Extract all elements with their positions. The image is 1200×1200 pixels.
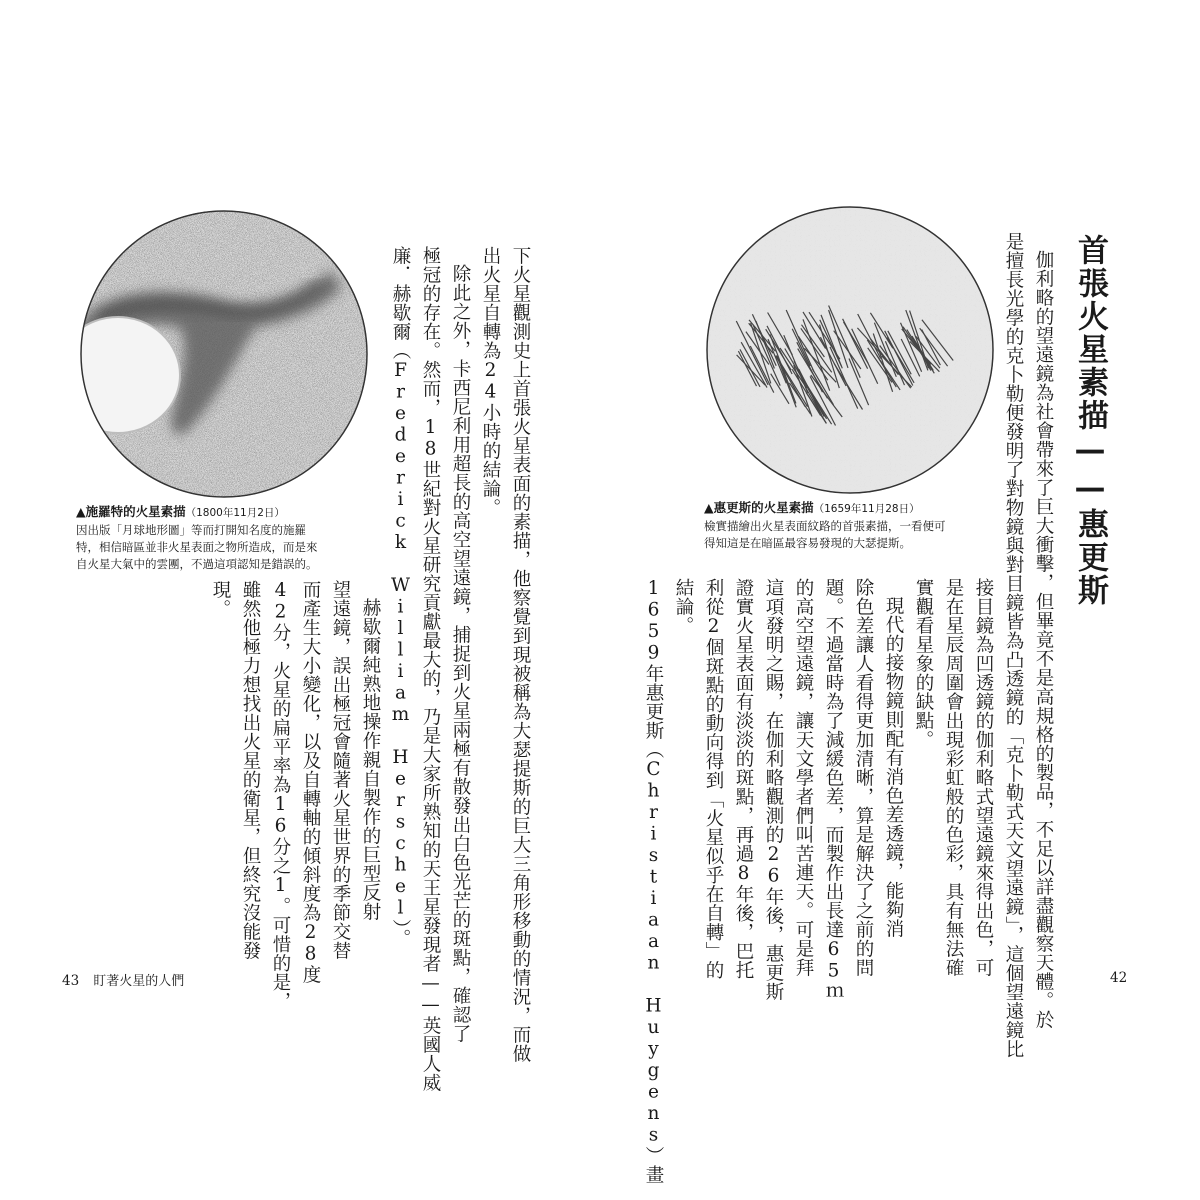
body-column: 現代的接物鏡則配有消色差透鏡，能夠消 bbox=[883, 596, 904, 938]
body-column: 下火星觀測史上首張火星表面的素描，他察覺到現被稱為大瑟提斯的巨大三角形移動的情況，而做 bbox=[510, 246, 531, 1063]
body-column: 雖然他極力想找出火星的衛星，但終究沒能發 bbox=[240, 580, 261, 960]
caption-title: ▲惠更斯的火星素描 bbox=[704, 500, 814, 515]
body-column: 極冠的存在。然而，18世紀對火星研究貢獻最大的，乃是大家所熟知的天王星發現者——英國人威 bbox=[420, 246, 441, 1092]
body-column: 除色差讓人看得更加清晰，算是解決了之前的問 bbox=[853, 578, 874, 977]
body-column: 接目鏡為凹透鏡的伽利略式望遠鏡來得出色，可 bbox=[973, 578, 994, 977]
schroter-caption bbox=[76, 503, 318, 573]
running-head: 盯著火星的人們 bbox=[93, 974, 185, 989]
body-column: 證實火星表面有淡淡的斑點，再過8年後，巴托 bbox=[733, 578, 754, 980]
caption-date: （1800年11月2日） bbox=[185, 507, 285, 519]
body-column: 望遠鏡，誤出極冠會隨著火星世界的季節交替 bbox=[330, 580, 351, 960]
body-column: 利從2個斑點的動向得到「火星似乎在自轉」的 bbox=[703, 578, 724, 980]
body-column: 現。 bbox=[210, 580, 231, 618]
body-column: 這項發明之賜，在伽利略觀測的26年後，惠更斯 bbox=[763, 578, 784, 1001]
caption-title: ▲施羅特的火星素描 bbox=[76, 504, 186, 519]
body-column: 是在星辰周圍會出現彩虹般的色彩，具有無法確 bbox=[943, 578, 964, 977]
huygens-caption bbox=[704, 499, 946, 552]
huygens-mars-sketch bbox=[706, 206, 994, 494]
body-column: 實觀看星象的缺點。 bbox=[913, 578, 934, 749]
body-column: 是擅長光學的克卜勒便發明了對物鏡與對目鏡皆為凸透鏡的「克卜勒式天文望遠鏡」，這個望遠鏡比 bbox=[1003, 232, 1024, 1059]
caption-line: 自火星大氣中的雲團，不過這項認知是錯誤的。 bbox=[76, 557, 318, 571]
body-column: 結論。 bbox=[673, 578, 694, 635]
body-column: 出火星自轉為24小時的結論。 bbox=[480, 246, 501, 517]
body-column: 1659年惠更斯（Christiaan Huygens）畫 bbox=[643, 578, 664, 1184]
body-column: 的高空望遠鏡，讓天文學者們叫苦連天。可是拜 bbox=[793, 578, 814, 977]
body-column: 42分，火星的扁平率為16分之1。可惜的是， bbox=[270, 580, 291, 1011]
caption-line: 特，相信暗區並非火星表面之物所造成，而是來 bbox=[76, 540, 318, 554]
caption-date: （1659年11月28日） bbox=[813, 503, 920, 515]
schroter-mars-sketch bbox=[80, 210, 368, 498]
body-column: 而產生大小變化，以及自轉軸的傾斜度為28度 bbox=[300, 580, 321, 984]
body-column: 題。不過當時為了減緩色差，而製作出長達65ｍ bbox=[823, 578, 844, 1001]
body-column: 伽利略的望遠鏡為社會帶來了巨大衝擊，但畢竟不是高規格的製品，不足以詳盡觀察天體。於 bbox=[1033, 250, 1054, 1029]
body-column: 赫歇爾純熟地操作親自製作的巨型反射 bbox=[360, 598, 381, 921]
caption-line: 得知這是在暗區最容易發現的大瑟提斯。 bbox=[704, 536, 911, 550]
left-folio bbox=[62, 970, 184, 989]
caption-line: 檢實描繪出火星表面紋路的首張素描，一看便可 bbox=[704, 519, 946, 533]
body-column: 廉．赫歇爾（Frederick William Herschel）。 bbox=[390, 246, 411, 948]
body-column: 除此之外，卡西尼利用超長的高空望遠鏡，捕捉到火星兩極有散發出白色光芒的斑點，確認了 bbox=[450, 264, 471, 1043]
page-number: 42 bbox=[1110, 970, 1128, 986]
section-heading: 首張火星素描——惠更斯 bbox=[1072, 234, 1108, 607]
page-number: 43 bbox=[62, 973, 80, 989]
caption-line: 因出版「月球地形圖」等而打開知名度的施羅 bbox=[76, 523, 306, 537]
right-folio bbox=[1110, 970, 1127, 986]
